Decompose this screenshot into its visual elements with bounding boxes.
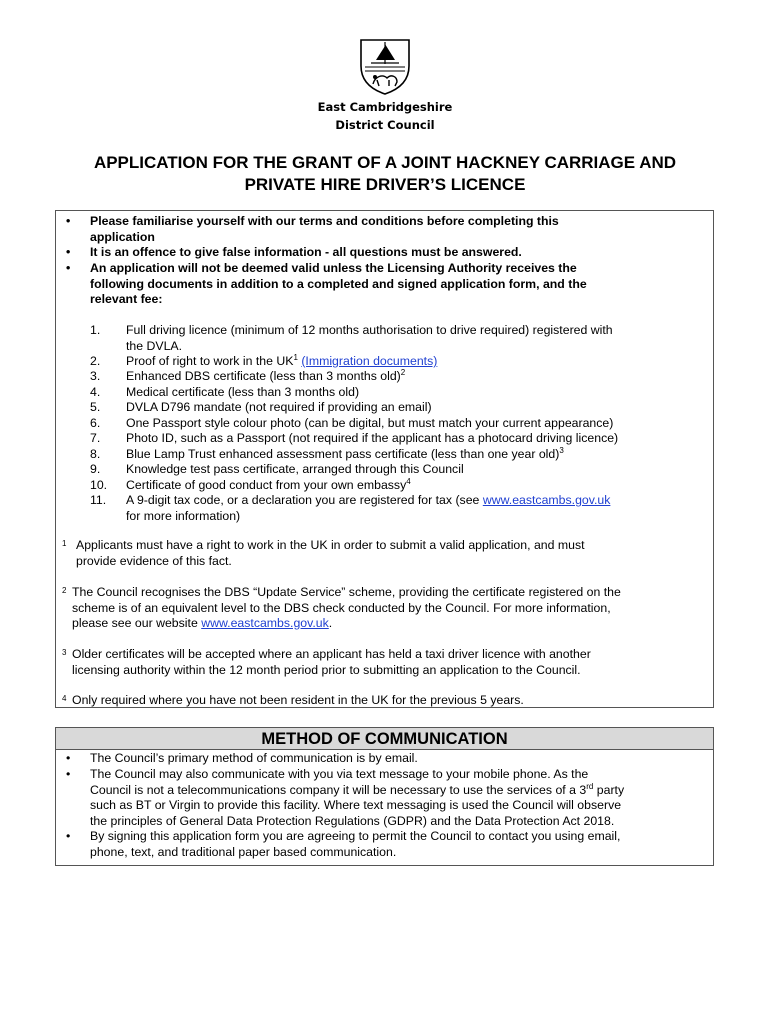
eastcambs-website-link-2[interactable]: www.eastcambs.gov.uk <box>201 616 329 630</box>
item-text: Knowledge test pass certificate, arranged through this Council <box>126 462 464 476</box>
bullet-line: Please familiarise yourself with our terms and conditions before completing this <box>90 214 559 228</box>
footnote-mark: 1 <box>62 539 67 548</box>
footnote-ref: 2 <box>400 367 406 377</box>
item-text: Enhanced DBS certificate (less than 3 months old) <box>126 369 401 383</box>
bullet-icon: • <box>66 767 71 781</box>
item-number: 3. <box>90 369 101 383</box>
footnote-ref: 4 <box>406 476 411 486</box>
bullet-icon: • <box>66 214 71 228</box>
footnote-mark: 4 <box>62 694 67 703</box>
bullet-line: such as BT or Virgin to provide this facility. Where text messaging is used the Council will observe <box>90 798 622 812</box>
item-text: Proof of right to work in the UK <box>126 354 294 368</box>
footnote-text: Only required where you have not been resident in the UK for the previous 5 years. <box>72 693 524 707</box>
footnote-text: Applicants must have a right to work in the UK in order to submit a valid application, and must <box>76 538 585 552</box>
bullet-line: It is an offence to give false information - all questions must be answered. <box>90 245 522 259</box>
item-text: Medical certificate (less than 3 months old) <box>126 385 360 399</box>
eastcambs-website-link[interactable]: www.eastcambs.gov.uk <box>482 493 611 507</box>
bullet-icon: • <box>66 751 71 765</box>
council-name-line2: District Council <box>335 118 435 132</box>
communication-box <box>55 727 714 866</box>
item-number: 6. <box>90 416 101 430</box>
council-crest-logo <box>355 36 415 96</box>
bullet-icon: • <box>66 245 71 259</box>
item-text: Full driving licence (minimum of 12 months authorisation to drive required) registered with <box>126 323 613 337</box>
bullet-line: An application will not be deemed valid unless the Licensing Authority receives the <box>90 261 577 275</box>
footnote-ref: 1 <box>293 352 298 362</box>
document-title <box>40 152 730 196</box>
communication-heading: METHOD OF COMMUNICATION <box>56 728 713 750</box>
item-text: the DVLA. <box>126 338 183 353</box>
item-number: 7. <box>90 431 101 445</box>
item-number: 11. <box>90 493 107 507</box>
superscript: rd <box>586 781 594 791</box>
bullet-line: relevant fee: <box>90 292 163 306</box>
item-number: 5. <box>90 400 101 414</box>
item-number: 1. <box>90 323 101 337</box>
bullet-line: party <box>593 782 625 797</box>
bullet-line: following documents in addition to a completed and signed application form, and the <box>90 276 587 291</box>
item-text: DVLA D796 mandate (not required if providing an email) <box>126 400 432 414</box>
item-text: Photo ID, such as a Passport (not required if the applicant has a photocard driving licence) <box>126 431 619 445</box>
bullet-icon: • <box>66 261 71 275</box>
bullet-icon: • <box>66 829 71 843</box>
item-text: for more information) <box>126 508 241 523</box>
footnote-ref: 3 <box>559 445 564 455</box>
item-text: A 9-digit tax code, or a declaration you are registered for tax (see <box>126 493 483 507</box>
bullet-line: application <box>90 229 155 244</box>
footnote-mark: 2 <box>62 586 67 595</box>
bullet-line: The Council may also communicate with you via text message to your mobile phone. As the <box>90 767 589 781</box>
immigration-documents-link[interactable]: (Immigration documents) <box>301 354 438 368</box>
footnote-text: scheme is of an equivalent level to the DBS check conducted by the Council. For more information, <box>72 600 611 615</box>
footnote-mark: 3 <box>62 648 67 657</box>
footnote-text: licensing authority within the 12 month period prior to submitting an application to the Council. <box>72 662 581 677</box>
footnote-text: The Council recognises the DBS “Update Service” scheme, providing the certificate registered on the <box>72 585 621 599</box>
bullet-line: The Council’s primary method of communication is by email. <box>90 751 418 765</box>
footnote-text: please see our website <box>72 616 202 630</box>
title-line1: APPLICATION FOR THE GRANT OF A JOINT HACKNEY CARRIAGE AND <box>93 153 677 172</box>
item-number: 4. <box>90 385 101 399</box>
requirements-box: • Please familiarise yourself with our terms and conditions before completing this application • It is an offence to give false information - all questions must be answered. • An application will not be deemed valid unless the Licensing Authority receives the following documents in addition to a completed and signed application form, and the relevant fee: 1. Full driving licence (minimum of 12 months authorisation to drive required) registered with the DVLA. 2. Proof of right to work in the $UK^1$ (Immigration documents) 3. Enhanced DBS certificate (less than 3 months old)$^2$ 4. Medical certificate (less than 3 months old) 5. DVLA D796 mandate (not required if providing an email) 6. One Passport style colour photo (can be digital, but must match your current appearance) 7. Photo ID, such as a Passport (not required if the applicant has a photocard driving licence) 8. Blue Lamp Trust enhanced assessment pass certificate (less than one year old)$^3$ 9. Knowledge test pass certificate, arranged through this Council 10. Certificate of good conduct from your own embassy$^4$ 11. A 9-digit tax code, or a declaration you are registered for tax (see www.eastcambs.gov.uk for more information) 1 Applicants must have a right to work in the UK in order to submit a valid application, and must provide evidence of this fact. 2 The Council recognises the DBS “Update Service” scheme, providing the certificate registered on the scheme is of an equivalent level to the DBS check conducted by the Council. For more information, please see our website www.eastcambs.gov.uk. 3 Older certificates will be accepted where an applicant has held a taxi driver licence with another licensing authority within the 12 month period prior to submitting an application to the Council. 4 Only required where you have not been resident in the UK for the previous 5 years. <box>55 210 714 708</box>
item-text: Blue Lamp Trust enhanced assessment pass certificate (less than one year old) <box>126 447 560 461</box>
item-text: One Passport style colour photo (can be digital, but must match your current appearance) <box>126 416 614 430</box>
bullet-line: By signing this application form you are agreeing to permit the Council to contact you using email, <box>90 829 621 843</box>
bullet-line: phone, text, and traditional paper based communication. <box>90 844 397 859</box>
footnote-text: Older certificates will be accepted where an applicant has held a taxi driver licence with another <box>72 647 591 661</box>
item-number: 10. <box>90 478 108 492</box>
item-number: 2. <box>90 354 101 368</box>
council-name-line1: East Cambridgeshire <box>317 100 453 114</box>
item-number: 9. <box>90 462 101 476</box>
bullet-line: Council is not a telecommunications company it will be necessary to use the services of a 3 <box>90 782 587 797</box>
item-number: 8. <box>90 447 101 461</box>
bullet-line: the principles of General Data Protection Regulations (GDPR) and the Data Protection Act 2018. <box>90 813 615 828</box>
item-text: Certificate of good conduct from your own embassy <box>126 478 407 492</box>
title-line2: PRIVATE HIRE DRIVER’S LICENCE <box>244 175 526 194</box>
footnote-text: provide evidence of this fact. <box>76 553 232 568</box>
